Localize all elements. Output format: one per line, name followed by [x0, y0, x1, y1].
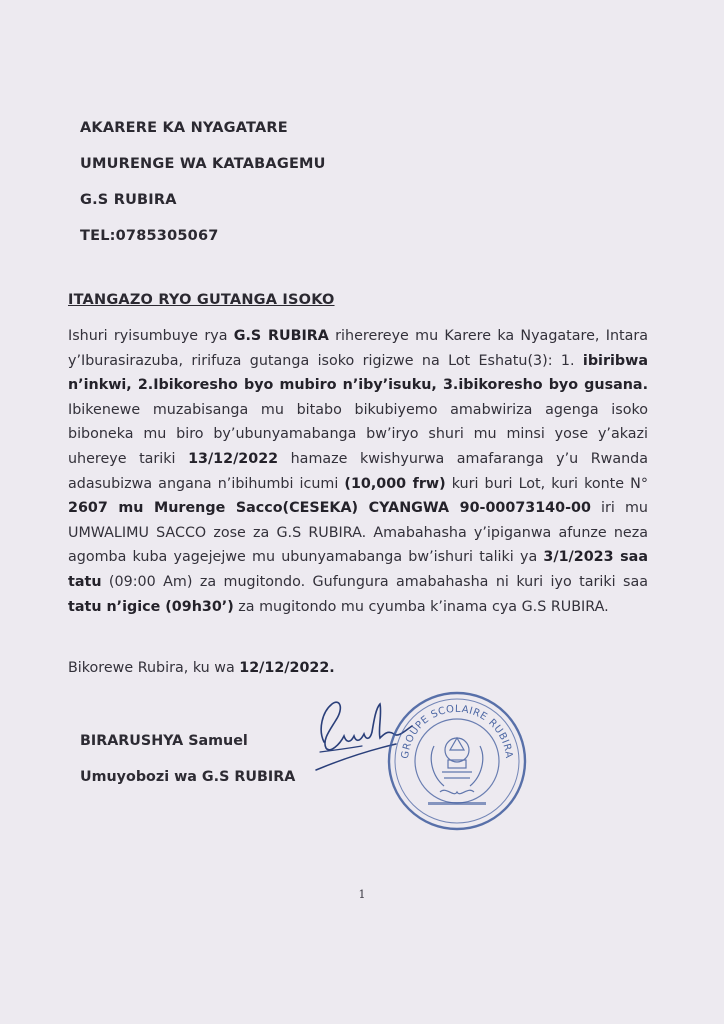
body-bold: 2607 mu Murenge Sacco(CESEKA) CYANGWA 90-00073140-00 — [68, 500, 591, 517]
body-text: za mugitondo mu cyumba k’inama cya G.S RUBIRA. — [233, 598, 609, 615]
body-bold: G.S RUBIRA — [233, 328, 329, 344]
school-stamp-icon — [384, 688, 530, 834]
letterhead — [80, 118, 326, 262]
district-line: AKARERE KA NYAGATARE — [80, 120, 288, 136]
body-bold: 13/12/2022 — [188, 450, 279, 467]
closing-date: 12/12/2022. — [239, 660, 335, 676]
body-text: Ishuri ryisumbuye rya — [68, 328, 234, 344]
body-text: riherereye mu Karere ka Nyagatare, Intara y’Iburasirazuba, ririfuza gutanga isoko rigizwe na Lot Eshatu(3): 1. — [68, 328, 649, 369]
body-text: Ibikenewe muzabisanga mu bitabo bikubiyemo amabwiriza agenga isoko biboneka mu biro by’ubunyamabanga bw’iryo shuri mu minsi yose y’akazi uhereye tariki — [68, 401, 648, 467]
body-text: kuri buri Lot, kuri konte N° — [445, 475, 648, 492]
signer-role: Umuyobozi wa G.S RUBIRA — [80, 769, 296, 785]
body-bold: ibiribwa n’inkwi, 2.Ibikoresho byo mubiro n’iby’isuku, 3.ibikoresho byo gusana. — [68, 352, 648, 394]
closing-text: Bikorewe Rubira, ku wa — [68, 660, 240, 676]
sector-line: UMURENGE WA KATABAGEMU — [80, 156, 326, 172]
body-bold: (10,000 frw) — [344, 475, 446, 492]
body-bold: tatu n’igice (09h30’) — [68, 598, 234, 615]
signer-name: BIRARUSHYA Samuel — [80, 733, 248, 749]
body-text: hamaze kwishyurwa amafaranga y’u Rwanda adasubizwa angana n’ibihumbi icumi — [68, 450, 648, 492]
body-text: (09:00 Am) za mugitondo. Gufungura amabahasha ni kuri iyo tariki saa — [101, 573, 648, 590]
body-bold: 3/1/2023 saa tatu — [68, 549, 648, 590]
notice-title: ITANGAZO RYO GUTANGA ISOKO — [68, 292, 335, 308]
closing-line — [68, 660, 335, 676]
school-line: G.S RUBIRA — [80, 192, 177, 208]
notice-body — [68, 324, 648, 619]
svg-text:GROUPE SCOLAIRE RUBIRA: GROUPE SCOLAIRE RUBIRA — [399, 703, 515, 760]
page-number: 1 — [358, 888, 366, 901]
phone-line: TEL:0785305067 — [80, 228, 219, 244]
body-text: iri mu UMWALIMU SACCO zose za G.S RUBIRA. Amabahasha y’ipiganwa afunze neza agomba kuba yagejejwe mu ubunyamabanga bw’ishuri taliki ya — [68, 500, 648, 566]
